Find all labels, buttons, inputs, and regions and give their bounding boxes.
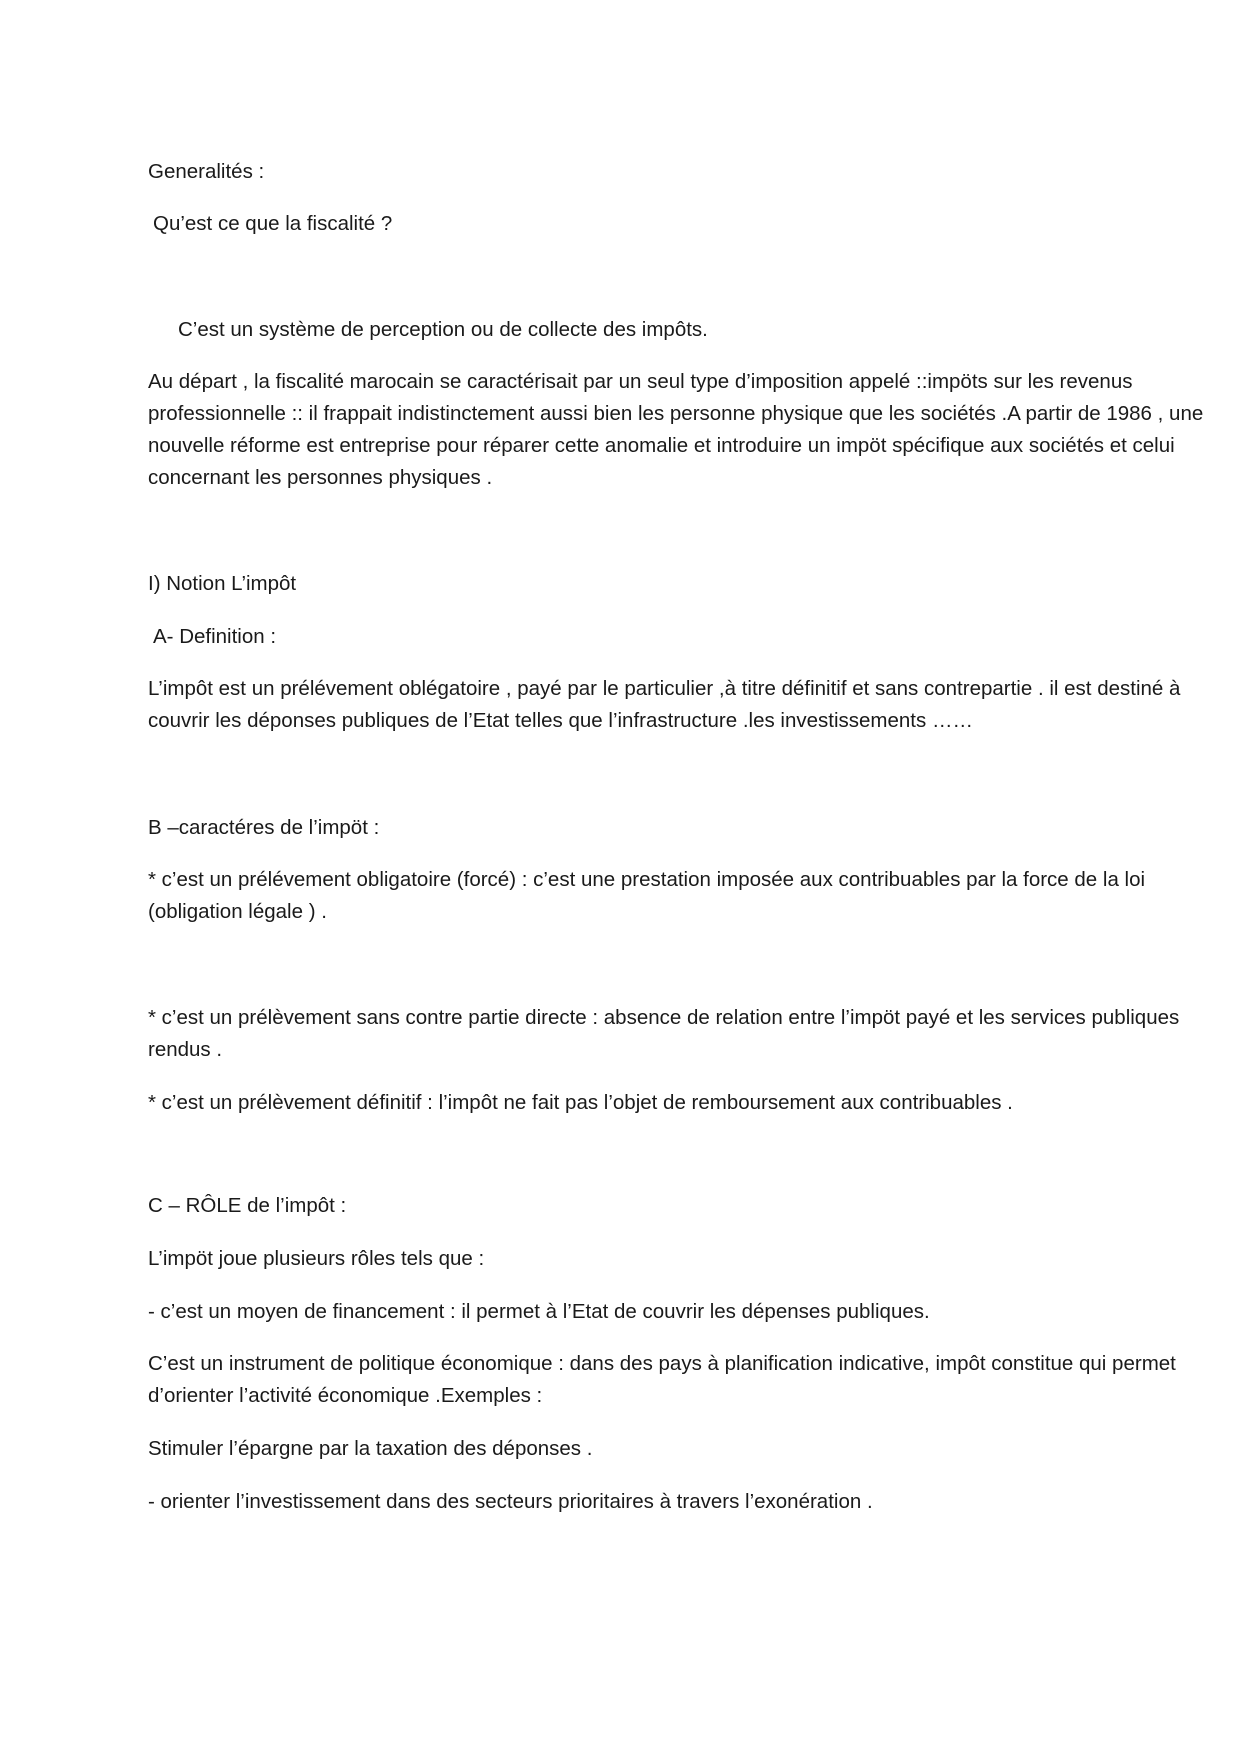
subsection-b-item: * c’est un prélévement obligatoire (forcé) : c’est une prestation imposée aux contribuables par la force de la loi (obligation légale ) . <box>148 868 1146 923</box>
question-fiscalite: Qu’est ce que la fiscalité ? <box>153 212 393 235</box>
section-1-title: I) Notion L’impôt <box>148 572 297 595</box>
intro-paragraph: Au départ , la fiscalité marocain se caractérisait par un seul type d’imposition appelé ::impöts sur les revenus professionnelle :: il frappait indistinctement aussi bien les personne physique que les sociétés .A partir de 1986 , une nouvelle réforme est entreprise pour réparer cette anomalie et introduire un impöt spécifique aux sociétés et celui concernant les personnes physiques . <box>148 370 1204 489</box>
definition-fiscalite: C’est un système de perception ou de collecte des impôts. <box>178 318 708 341</box>
subsection-c-item: Stimuler l’épargne par la taxation des déponses . <box>148 1437 593 1460</box>
subsection-c-intro: L’impöt joue plusieurs rôles tels que : <box>148 1247 485 1270</box>
subsection-c-item: C’est un instrument de politique économique : dans des pays à planification indicative, impôt constitue qui permet d’orienter l’activité économique .Exemples : <box>148 1352 1176 1407</box>
heading-generalites: Generalités : <box>148 160 265 183</box>
subsection-a-text: L’impôt est un prélévement oblégatoire , payé par le particulier ,à titre définitif et sans contrepartie . il est destiné à couvrir les déponses publiques de l’Etat telles que l’infrastructure .les investissements …… <box>148 677 1181 732</box>
subsection-c-item: - orienter l’investissement dans des secteurs prioritaires à travers l’exonération . <box>148 1490 873 1513</box>
subsection-c-title: C – RÔLE de l’impôt : <box>148 1194 347 1217</box>
subsection-a-title: A- Definition : <box>153 625 277 648</box>
subsection-b-item: * c’est un prélèvement définitif : l’impôt ne fait pas l’objet de remboursement aux contribuables . <box>148 1091 1013 1114</box>
subsection-b-item: * c’est un prélèvement sans contre partie directe : absence de relation entre l’impöt payé et les services publiques rendus . <box>148 1006 1180 1061</box>
subsection-c-item: - c’est un moyen de financement : il permet à l’Etat de couvrir les dépenses publiques. <box>148 1300 930 1323</box>
subsection-b-title: B –caractéres de l’impöt : <box>148 816 380 839</box>
